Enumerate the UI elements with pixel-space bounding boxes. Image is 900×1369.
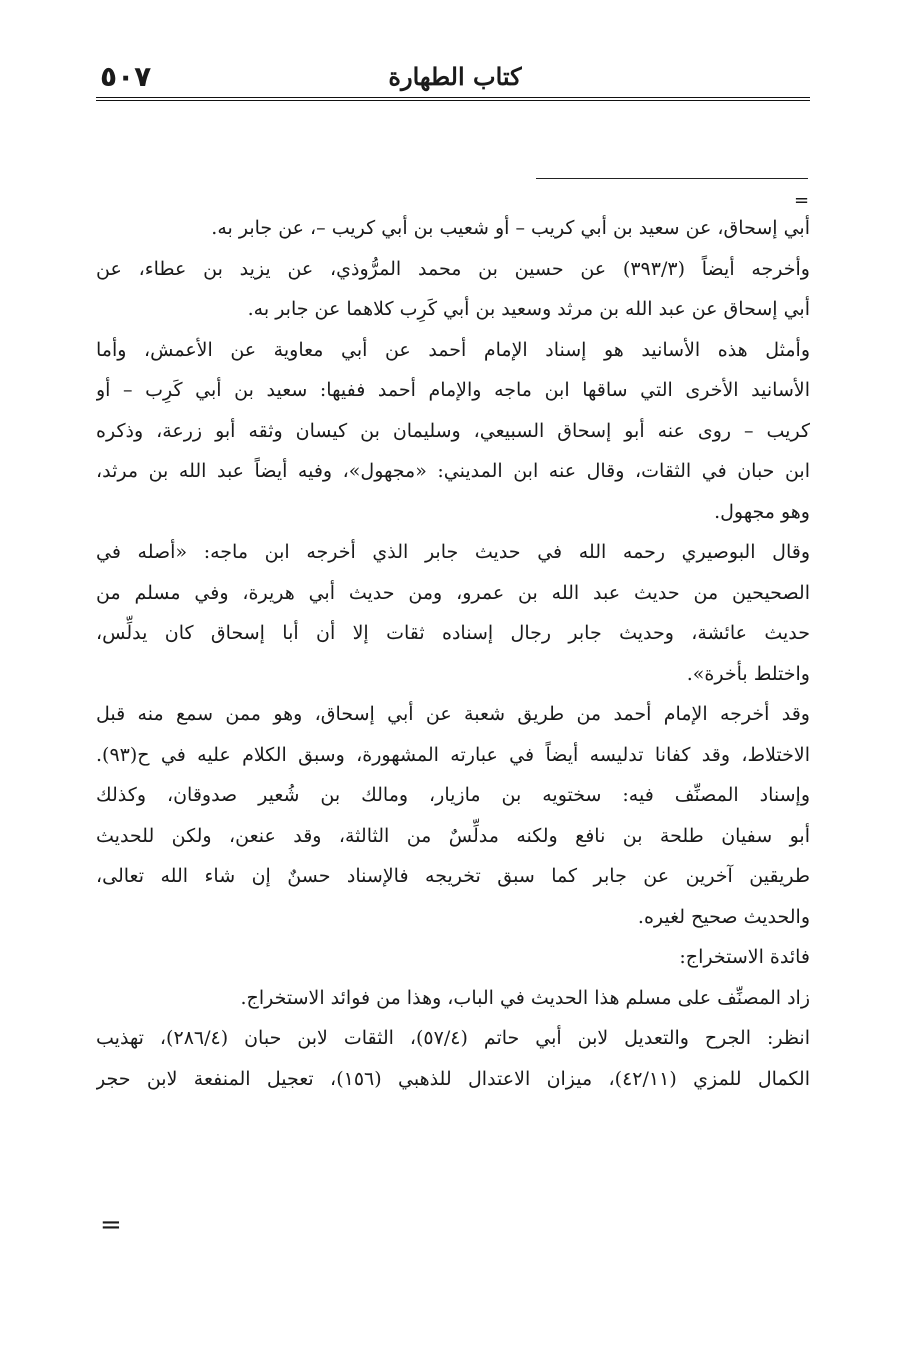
text-line: والحديث صحيح لغيره. bbox=[637, 905, 810, 928]
text-line: فائدة الاستخراج: bbox=[679, 946, 810, 968]
text-line: وقال البوصيري رحمه الله في حديث جابر الذي أخرجه ابن ماجه: «أصله في bbox=[96, 541, 810, 563]
text-line: زاد المصنِّف على مسلم هذا الحديث في الباب، وهذا من فوائد الاستخراج. bbox=[240, 986, 810, 1009]
footnote-separator bbox=[536, 178, 808, 179]
text-line: كريب – روى عنه أبو إسحاق السبيعي، وسليمان بن كيسان وثقه أبو زرعة، وذكره bbox=[96, 419, 810, 442]
text-line: واختلط بأخرة». bbox=[686, 662, 810, 685]
running-title: كتاب الطهارة bbox=[388, 62, 522, 91]
text-line: وقد أخرجه الإمام أحمد من طريق شعبة عن أبي إسحاق، وهو ممن سمع منه قبل bbox=[96, 703, 810, 725]
text-line: انظر: الجرح والتعديل لابن أبي حاتم (٥٧/٤)، الثقات لابن حبان (٢٨٦/٤)، تهذيب bbox=[96, 1027, 810, 1049]
text-line: طريقين آخرين عن جابر كما سبق تخريجه فالإسناد حسنٌ إن شاء الله تعالى، bbox=[96, 865, 810, 887]
header-rule bbox=[96, 97, 810, 101]
footnote-text bbox=[96, 208, 810, 1099]
text-line: وإسناد المصنِّف فيه: سختويه بن مازيار، ومالك بن شُعير صدوقان، وكذلك bbox=[96, 784, 810, 806]
text-line: ابن حبان في الثقات، وقال عنه ابن المديني: «مجهول»، وفيه أيضاً عبد الله بن مرثد، bbox=[96, 460, 810, 482]
page-header bbox=[100, 60, 810, 100]
text-line: وهو مجهول. bbox=[714, 500, 810, 523]
text-line: الأسانيد الأخرى التي ساقها ابن ماجه والإمام أحمد ففيها: سعيد بن أبي كَرِب – أو bbox=[96, 379, 810, 401]
text-line: حديث عائشة، وحديث جابر رجال إسناده ثقات إلا أن أبا إسحاق كان يدلِّس، bbox=[96, 622, 810, 644]
text-line: أبي إسحاق، عن سعيد بن أبي كريب – أو شعيب بن أبي كريب –، عن جابر به. bbox=[211, 217, 810, 239]
text-line: الصحيحين من حديث عبد الله بن عمرو، ومن حديث أبي هريرة، وفي مسلم من bbox=[96, 581, 810, 604]
text-line: أبو سفيان طلحة بن نافع ولكنه مدلِّسٌ من الثالثة، وقد عنعن، ولكن للحديث bbox=[96, 824, 810, 847]
text-line: وأمثل هذه الأسانيد هو إسناد الإمام أحمد عن أبي معاوية عن الأعمش، وأما bbox=[96, 338, 810, 361]
page-number: ٥٠٧ bbox=[100, 60, 152, 93]
text-line: الاختلاط، وقد كفانا تدليسه أيضاً في عبارته المشهورة، وسبق الكلام عليه في ح(٩٣). bbox=[96, 743, 810, 766]
text-line: الكمال للمزي (٤٢/١١)، ميزان الاعتدال للذهبي (١٥٦)، تعجيل المنفعة لابن حجر bbox=[96, 1067, 810, 1090]
continuation-mark-bottom: = bbox=[100, 1210, 122, 1240]
text-line: أبي إسحاق عن عبد الله بن مرثد وسعيد بن أبي كَرِب كلاهما عن جابر به. bbox=[247, 298, 810, 320]
text-line: وأخرجه أيضاً (٣٩٣/٣) عن حسين بن محمد المرُّوذي، عن يزيد بن عطاء، عن bbox=[96, 257, 810, 280]
continuation-mark-top: = bbox=[794, 190, 810, 211]
